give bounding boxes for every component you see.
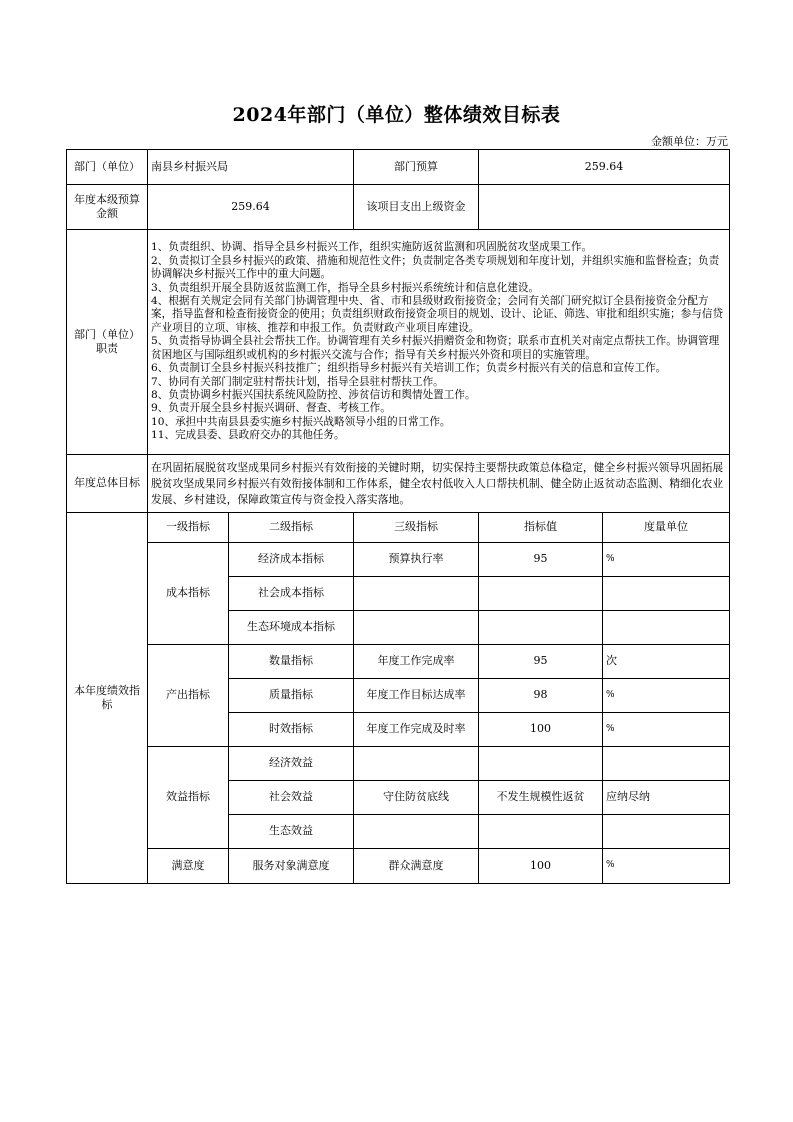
level2-cell: 生态效益 <box>229 815 354 849</box>
level1-cell: 满意度 <box>148 849 229 884</box>
duties-label: 部门（单位）职责 <box>67 230 148 455</box>
annual-budget-label: 年度本级预算金额 <box>67 185 148 230</box>
level3-cell: 年度工作目标达成率 <box>354 679 479 713</box>
annual-goal-label: 年度总体目标 <box>67 455 148 513</box>
unit-cell: % <box>603 713 730 747</box>
duty-line: 2、负责拟订全县乡村振兴的政策、措施和规范性文件；负责制定各类专项规划和年度计划，并组织实施和监督检查；负责协调解决乡村振兴工作中的重大问题。 <box>151 254 720 281</box>
header-level2: 二级指标 <box>229 513 354 543</box>
header-unit: 度量单位 <box>603 513 730 543</box>
level2-cell: 质量指标 <box>229 679 354 713</box>
level1-cell: 成本指标 <box>148 543 229 645</box>
level2-cell: 社会效益 <box>229 781 354 815</box>
duties-text <box>148 230 730 455</box>
table-row <box>67 543 730 577</box>
unit-cell <box>603 611 730 645</box>
annual-budget-row <box>67 185 730 230</box>
duty-line: 7、协同有关部门制定驻村帮扶计划，指导全县驻村帮扶工作。 <box>151 375 444 388</box>
value-cell: 98 <box>479 679 603 713</box>
unit-cell: 应纳尽纳 <box>603 781 730 815</box>
table-row <box>67 645 730 679</box>
duty-line: 9、负责开展全县乡村振兴调研、督查、考核工作。 <box>151 402 391 415</box>
page-title: 2024年部门（单位）整体绩效目标表 <box>232 104 561 126</box>
value-cell: 不发生规模性返贫 <box>479 781 603 815</box>
level2-cell: 生态环境成本指标 <box>229 611 354 645</box>
duty-line: 8、负责协调乡村振兴国扶系统风险防控、涉贫信访和舆情处置工作。 <box>151 388 476 401</box>
unit-cell: % <box>603 849 730 884</box>
value-cell <box>479 815 603 849</box>
unit-cell <box>603 815 730 849</box>
dept-value: 南县乡村振兴局 <box>148 150 354 185</box>
duty-line: 1、负责组织、协调、指导全县乡村振兴工作，组织实施防返贫监测和巩固脱贫攻坚成果工作。 <box>151 241 593 254</box>
duty-line: 6、负责制订全县乡村振兴科技推广；组织指导乡村振兴有关培训工作；负责乡村振兴有关的信息和宣传工作。 <box>151 362 667 375</box>
budget-value: 259.64 <box>479 150 730 185</box>
level3-cell: 群众满意度 <box>354 849 479 884</box>
value-cell: 95 <box>479 645 603 679</box>
level3-cell: 年度工作完成及时率 <box>354 713 479 747</box>
annual-budget-value: 259.64 <box>148 185 354 230</box>
level3-cell: 预算执行率 <box>354 543 479 577</box>
table-row <box>67 747 730 781</box>
table-row <box>67 849 730 884</box>
indicator-header-row <box>67 513 730 543</box>
header-value: 指标值 <box>479 513 603 543</box>
performance-target-table <box>66 149 730 884</box>
duty-line: 10、承担中共南县县委实施乡村振兴战略领导小组的日常工作。 <box>151 415 451 428</box>
budget-label: 部门预算 <box>354 150 479 185</box>
value-cell <box>479 577 603 611</box>
level1-cell: 效益指标 <box>148 747 229 849</box>
value-cell <box>479 611 603 645</box>
level3-cell: 年度工作完成率 <box>354 645 479 679</box>
value-cell: 100 <box>479 849 603 884</box>
header-level3: 三级指标 <box>354 513 479 543</box>
level2-cell: 时效指标 <box>229 713 354 747</box>
value-cell: 95 <box>479 543 603 577</box>
level2-cell: 经济效益 <box>229 747 354 781</box>
level3-cell <box>354 815 479 849</box>
level3-cell: 守住防贫底线 <box>354 781 479 815</box>
superior-funds-label: 该项目支出上级资金 <box>354 185 479 230</box>
level2-cell: 经济成本指标 <box>229 543 354 577</box>
level3-cell <box>354 577 479 611</box>
level1-cell: 产出指标 <box>148 645 229 747</box>
value-cell <box>479 747 603 781</box>
annual-goal-text: 在巩固拓展脱贫攻坚成果同乡村振兴有效衔接的关键时期，切实保持主要帮扶政策总体稳定，健全乡村振兴领导巩固拓展脱贫攻坚成果同乡村振兴有效衔接体制和工作体系，健全农村低收入人口帮扶机制、健全防止返贫动态监测、精细化农业发展、乡村建设，保障政策宣传与资金投入落实落地。 <box>148 455 730 513</box>
level2-cell: 社会成本指标 <box>229 577 354 611</box>
level2-cell: 数量指标 <box>229 645 354 679</box>
duties-row <box>67 230 730 455</box>
unit-cell <box>603 747 730 781</box>
value-cell: 100 <box>479 713 603 747</box>
superior-funds-value <box>479 185 730 230</box>
dept-row <box>67 150 730 185</box>
duty-line: 4、根据有关规定会同有关部门协调管理中央、省、市和县级财政衔接资金；会同有关部门研究拟订全县衔接资金分配方案，指导监督和检查衔接资金的使用；负责组织财政衔接资金项目的规划、设计、论证、筛选、审批和组织实施；参与信贷产业项目的立项、审核、推荐和申报工作。负责财政产业项目库建设。 <box>151 295 724 334</box>
level3-cell <box>354 611 479 645</box>
duty-line: 11、完成县委、县政府交办的其他任务。 <box>151 429 345 442</box>
header-level1: 一级指标 <box>148 513 229 543</box>
unit-cell <box>603 577 730 611</box>
duty-line: 5、负责指导协调全县社会帮扶工作。协调管理有关乡村振兴捐赠资金和物资；联系市直机关对南定点帮扶工作。协调管理贫困地区与国际组织或机构的乡村振兴交流与合作；指导有关乡村振兴外资和项目的实施管理。 <box>151 335 720 361</box>
amount-unit-label: 金额单位：万元 <box>651 135 728 148</box>
unit-cell: % <box>603 679 730 713</box>
dept-label: 部门（单位） <box>67 150 148 185</box>
unit-cell: 次 <box>603 645 730 679</box>
indicators-section-label: 本年度绩效指标 <box>67 513 148 884</box>
unit-cell: % <box>603 543 730 577</box>
level3-cell <box>354 747 479 781</box>
annual-goal-row <box>67 455 730 513</box>
duty-line: 3、负责组织开展全县防返贫监测工作，指导全县乡村振兴系统统计和信息化建设。 <box>151 281 540 294</box>
level2-cell: 服务对象满意度 <box>229 849 354 884</box>
